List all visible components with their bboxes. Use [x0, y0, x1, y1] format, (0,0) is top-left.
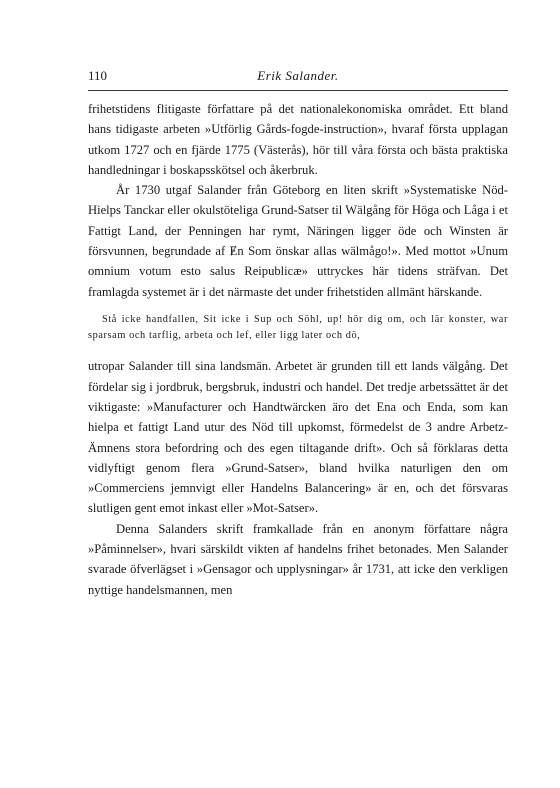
paragraph-continued: frihetstidens flitigaste författare på det nationalekonomiska området. Ett bland hans tidigaste arbeten »Utförlig Gårds-fogde-instruction», hvaraf första upplagan utkom 1727 och en fjärde 1775 (Västerås), hör till våra första och bästa praktiska handledningar i boskapsskötsel och åkerbruk. [88, 102, 508, 177]
paragraph-reply: Denna Salanders skrift framkallade från en anonym författare några »Påminnelser», hvari särskildt vikten af handelns frihet betonades. Men Salander svarade öfverlägset i »Gensagor och upplysningar» år 1731, att icke den verkligen nyttige handelsmannen, men [88, 521, 508, 597]
page-number: 110 [88, 68, 108, 83]
block-quote: Stå icke handfallen, Sit icke i Sup och Söhl, up! hör dig om, och lär konster, war sparsam och tarflig, arbeta och lef, eller ligg later och dö, [88, 313, 508, 342]
running-head [88, 66, 508, 86]
body-text [88, 99, 508, 600]
paragraph-salander-1730: År 1730 utgaf Salander från Göteborg en liten skrift »Systematiske Nöd-Hielps Tanckar eller okulstöteliga Grund-Satser til Wälgång för Höga och Låga i et Fattigt Land, der Penningen har rymt, Näringen ligger öde och Winsten är försvunnen, begrundade af Ɇn Som önskar allas wälmågo!». Med mottot »Unum omnium votum esto salus Reipublicæ» uttryckes här tidens sträfvan. Det framlagda systemet är i det närmaste det under frihetstiden allmänt härskande. [88, 183, 508, 299]
paragraph-after-quote: utropar Salander till sina landsmän. Arbetet är grunden till ett lands välgång. Det fördelar sig i jordbruk, bergsbruk, industri och handel. Det tredje arbetssättet är det viktigaste: »Manufacturer och Handtwärcken äro det Ena och Enda, som kan hielpa et fattigt Land utur des Nöd till upkomst, förmedelst de 3 andre Arbetz-Ämnens stora befordring och des egen tiltagande drift». Och så förklaras detta vidlyftigt genom flera »Grund-Satser», bland hvilka naturligen den om »Commerciens jemnvigt eller Handelns Balancering» är en, och det försvaras slutligen gent emot inkast eller »Mot-Satser». [88, 359, 508, 516]
running-title: Erik Salander. [257, 68, 339, 83]
book-page [88, 66, 508, 600]
header-divider [88, 90, 508, 91]
